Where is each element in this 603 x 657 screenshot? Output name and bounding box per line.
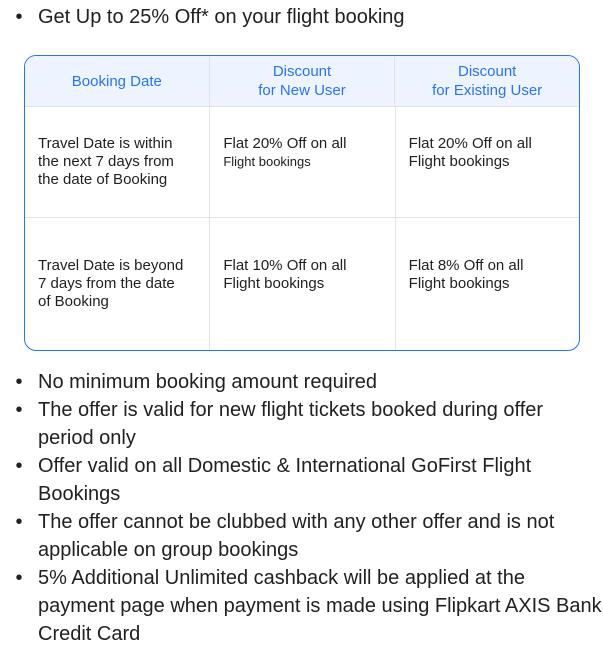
header-new-user-discount: Discount for New User [209,56,395,106]
cell-new-user-discount: Flat 20% Off on all Flight bookings [209,106,394,217]
header-existing-user-discount: Discount for Existing User [394,56,579,106]
cell-new-user-discount: Flat 10% Off on all Flight bookings [209,218,394,351]
cell-existing-user-discount: Flat 8% Off on all Flight bookings [395,218,579,351]
cell-existing-user-discount: Flat 20% Off on all Flight bookings [395,106,579,217]
bullet-dot: • [15,455,23,477]
table-row [25,218,579,351]
list-item [0,452,603,508]
list-item [0,368,603,396]
cell-booking-date: Travel Date is beyond 7 days from the date of Booking [38,257,184,310]
discount-table [24,55,580,351]
bullet-dot: • [15,511,23,533]
term-text: Offer valid on all Domestic & International GoFirst Flight Bookings [38,455,532,505]
bullet-dot: • [15,371,23,393]
term-text: The offer cannot be clubbed with any other offer and is not applicable on group bookings [38,511,555,561]
bullet-dot: • [15,567,23,589]
offer-headline: Get Up to 25% Off* on your flight booking [38,6,405,28]
list-item [0,508,603,564]
headline-bullet [0,3,598,31]
list-item [0,396,603,452]
term-text: 5% Additional Unlimited cashback will be applied at the payment page when payment is made using Flipkart AXIS Bank Credit Card [38,567,602,645]
list-item [0,564,603,648]
bullet-dot: • [15,6,23,28]
header-booking-date: Booking Date [71,72,162,90]
table-row [25,106,579,218]
terms-list [0,368,603,648]
term-text: No minimum booking amount required [38,371,378,393]
bullet-dot: • [15,399,23,421]
cell-booking-date: Travel Date is within the next 7 days from the date of Booking [38,135,174,188]
term-text: The offer is valid for new flight tickets booked during offer period only [38,399,544,449]
table-header [25,56,579,107]
